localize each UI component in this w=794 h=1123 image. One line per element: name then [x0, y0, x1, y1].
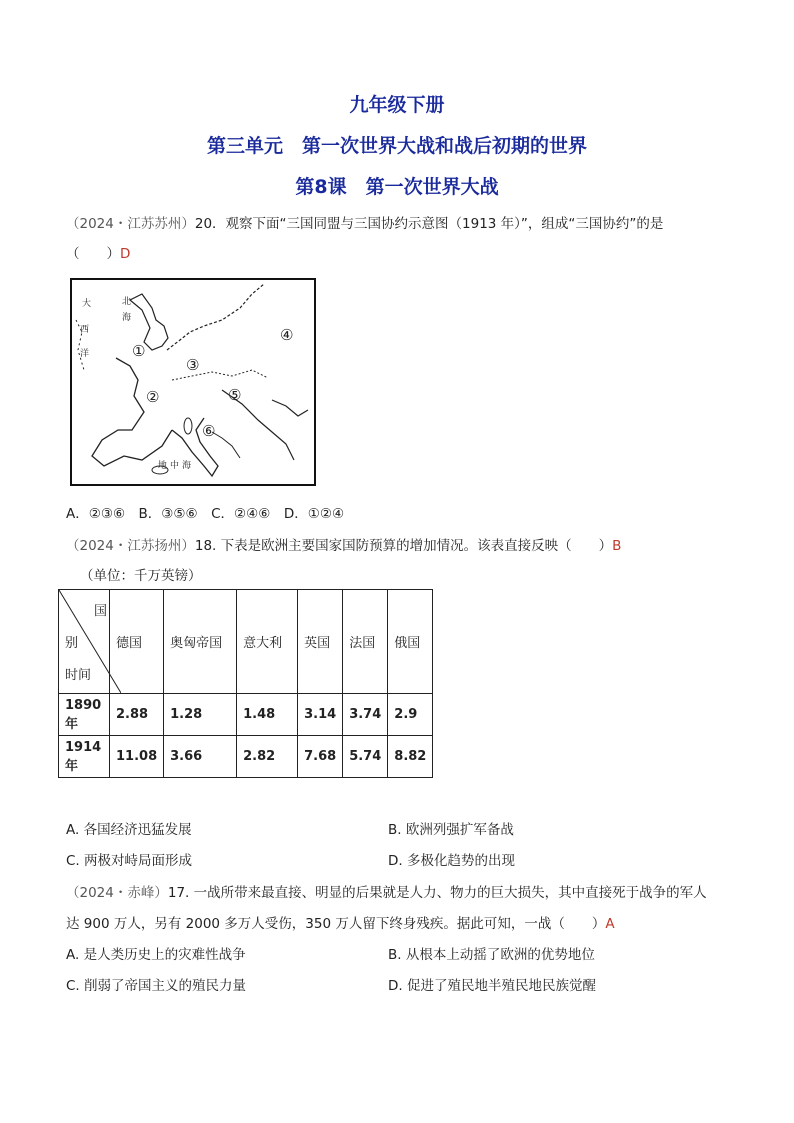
- map-text-3: 洋: [80, 349, 90, 359]
- grade-title: 九年级下册: [349, 94, 445, 116]
- q1-paren: （ ）: [66, 246, 120, 262]
- q3-answer: A: [605, 916, 615, 932]
- q3-stem-1: 17. 一战所带来最直接、明显的后果就是人力、物力的巨大损失，其中直接死于战争的军人: [167, 885, 707, 901]
- table-cell: 2.88: [110, 694, 164, 736]
- map-text-5: 海: [122, 313, 132, 323]
- table-cell: 1.28: [164, 694, 237, 736]
- column-header: 法国: [343, 590, 388, 694]
- unit-title: 第三单元 第一次世界大战和战后初期的世界: [206, 135, 587, 157]
- map-text-6: 地: [158, 461, 168, 471]
- table-cell: 8.82: [388, 736, 433, 778]
- q2-option-a: A. 各国经济迅猛发展: [66, 822, 192, 838]
- map-svg: [72, 280, 314, 484]
- q1-stem: 20．观察下面“三国同盟与三国协约示意图（1913 年）”，组成“三国协约”的是: [194, 216, 664, 232]
- q2-source: （2024・江苏扬州）: [66, 538, 195, 554]
- table-cell: 11.08: [110, 736, 164, 778]
- map-label-2: ②: [146, 388, 160, 406]
- map-label-4: ④: [280, 326, 294, 344]
- q2-answer: B: [612, 538, 622, 554]
- q3-stem-2: 达 900 万人，另有 2000 多万人受伤，350 万人留下终身残疾。据此可知，一战（ ）: [66, 916, 606, 932]
- q2-option-b: B. 欧洲列强扩军备战: [388, 822, 514, 838]
- q1-options: A．②③⑥ B．③⑤⑥ C．②④⑥ D．①②④: [66, 506, 345, 522]
- q1-answer: D: [120, 246, 131, 262]
- corner-mid-text: 别: [65, 636, 79, 651]
- q2-stem-line: [66, 534, 621, 554]
- q2-unit-note: （单位：千万英镑）: [80, 568, 202, 584]
- table-cell: 2.82: [237, 736, 298, 778]
- q3-option-c: C. 削弱了帝国主义的殖民力量: [66, 978, 247, 994]
- table-cell: 3.74: [343, 694, 388, 736]
- q1-source: （2024・江苏苏州）: [66, 216, 195, 232]
- q3-option-d: D. 促进了殖民地半殖民地民族觉醒: [388, 978, 596, 994]
- column-header: 俄国: [388, 590, 433, 694]
- corner-top-text: 国: [93, 604, 107, 619]
- column-header: 意大利: [237, 590, 298, 694]
- q3-stem-line-1: [66, 881, 707, 901]
- q3-option-b: B. 从根本上动摇了欧洲的优势地位: [388, 947, 595, 963]
- row-year: 1914 年: [59, 736, 110, 778]
- europe-alliance-map: [70, 278, 316, 486]
- table-corner-cell: [59, 590, 110, 694]
- column-header: 德国: [110, 590, 164, 694]
- q2-option-d: D. 多极化趋势的出现: [388, 853, 515, 869]
- q1-stem-line: [66, 212, 663, 232]
- row-year: 1890 年: [59, 694, 110, 736]
- lesson-title: 第8课 第一次世界大战: [295, 176, 499, 198]
- q3-stem-line-2: [66, 912, 615, 932]
- table-cell: 3.14: [298, 694, 343, 736]
- table-cell: 1.48: [237, 694, 298, 736]
- table-row: [59, 694, 433, 736]
- table-row: [59, 736, 433, 778]
- q3-option-a: A. 是人类历史上的灾难性战争: [66, 947, 246, 963]
- q1-answer-line: [66, 242, 130, 262]
- q2-stem: 18. 下表是欧洲主要国家国防预算的增加情况。该表直接反映（ ）: [194, 538, 613, 554]
- table-header-row: [59, 590, 433, 694]
- map-label-5: ⑤: [228, 386, 242, 404]
- map-label-1: ①: [132, 342, 146, 360]
- q2-option-c: C. 两极对峙局面形成: [66, 853, 193, 869]
- map-label-3: ③: [186, 356, 200, 374]
- table-cell: 7.68: [298, 736, 343, 778]
- table-cell: 5.74: [343, 736, 388, 778]
- map-text-7: 中: [170, 461, 180, 471]
- map-text-2: 西: [80, 325, 90, 335]
- map-text-1: 大: [82, 299, 92, 309]
- map-text-4: 北: [122, 297, 132, 307]
- map-text-8: 海: [182, 461, 192, 471]
- defense-budget-table: [58, 589, 433, 778]
- q3-source: （2024・赤峰）: [66, 885, 168, 901]
- table-cell: 2.9: [388, 694, 433, 736]
- column-header: 英国: [298, 590, 343, 694]
- map-label-6: ⑥: [202, 422, 216, 440]
- table-cell: 3.66: [164, 736, 237, 778]
- column-header: 奥匈帝国: [164, 590, 237, 694]
- corner-bottom-text: 时间: [65, 668, 92, 683]
